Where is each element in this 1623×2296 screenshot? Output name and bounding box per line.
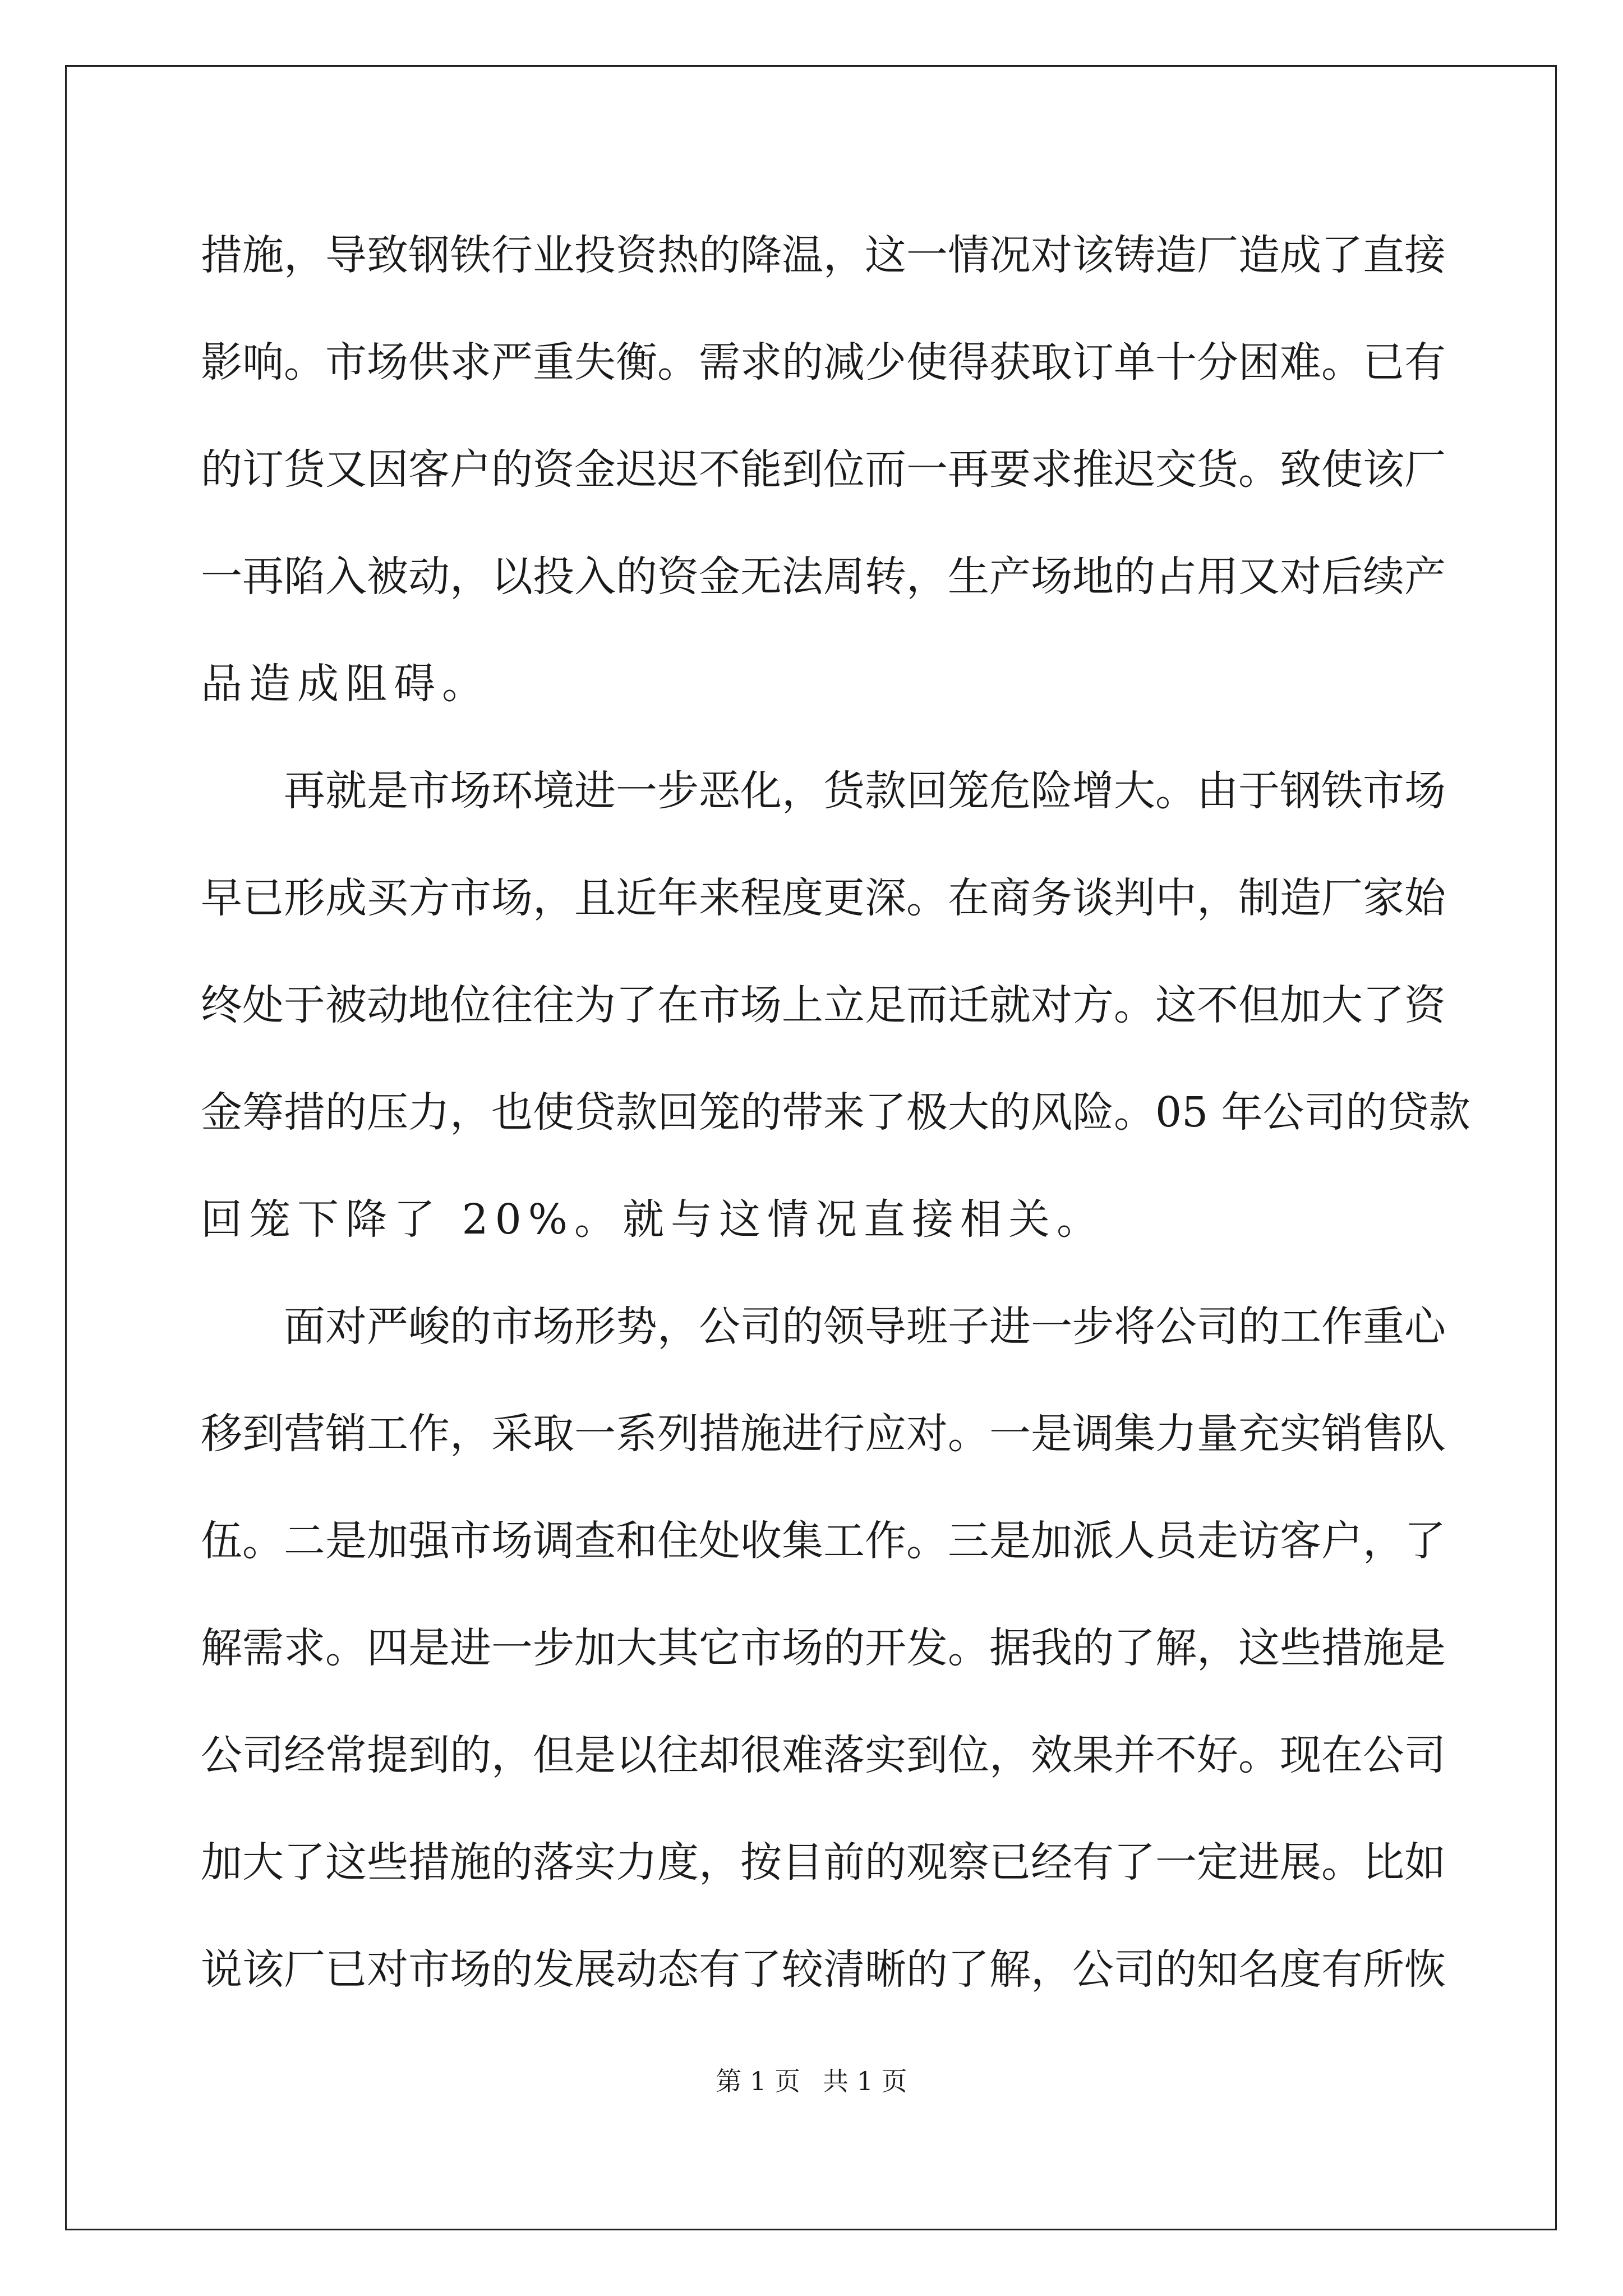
text-line: 加大了这些措施的落实力度，按目前的观察已经有了一定进展。比如 bbox=[201, 1838, 1446, 1887]
text-line: 终处于被动地位往往为了在市场上立足而迁就对方。这不但加大了资 bbox=[201, 981, 1446, 1029]
text-line: 回笼下降了 20%。就与这情况直接相关。 bbox=[201, 1195, 1105, 1244]
text-line: 一再陷入被动，以投入的资金无法周转，生产场地的占用又对后续产 bbox=[201, 553, 1446, 601]
text-line: 伍。二是加强市场调查和住处收集工作。三是加派人员走访客户，了 bbox=[201, 1517, 1446, 1565]
page-footer bbox=[0, 2064, 1623, 2098]
page-total: 共 1 页 bbox=[823, 2066, 907, 2096]
text-line: 说该厂已对市场的发展动态有了较清晰的了解，公司的知名度有所恢 bbox=[201, 1945, 1446, 1994]
page-number: 第 1 页 bbox=[716, 2066, 800, 2096]
text-line: 移到营销工作，采取一系列措施进行应对。一是调集力量充实销售队 bbox=[201, 1410, 1446, 1458]
text-line: 早已形成买方市场，且近年来程度更深。在商务谈判中，制造厂家始 bbox=[201, 874, 1446, 922]
text-line: 再就是市场环境进一步恶化，货款回笼危险增大。由于钢铁市场 bbox=[284, 767, 1446, 815]
text-line: 的订货又因客户的资金迟迟不能到位而一再要求推迟交货。致使该厂 bbox=[201, 445, 1446, 494]
text-line: 影响。市场供求严重失衡。需求的减少使得获取订单十分困难。已有 bbox=[201, 338, 1446, 386]
text-line: 面对严峻的市场形势，公司的领导班子进一步将公司的工作重心 bbox=[284, 1303, 1446, 1351]
text-line: 品造成阻碍。 bbox=[201, 660, 490, 708]
text-line: 公司经常提到的，但是以往却很难落实到位，效果并不好。现在公司 bbox=[201, 1731, 1446, 1779]
text-line: 措施，导致钢铁行业投资热的降温，这一情况对该铸造厂造成了直接 bbox=[201, 231, 1446, 279]
document-body bbox=[201, 202, 1470, 2023]
text-line: 金筹措的压力，也使贷款回笼的带来了极大的风险。05 年公司的贷款 bbox=[201, 1088, 1470, 1137]
text-line: 解需求。四是进一步加大其它市场的开发。据我的了解，这些措施是 bbox=[201, 1624, 1446, 1672]
